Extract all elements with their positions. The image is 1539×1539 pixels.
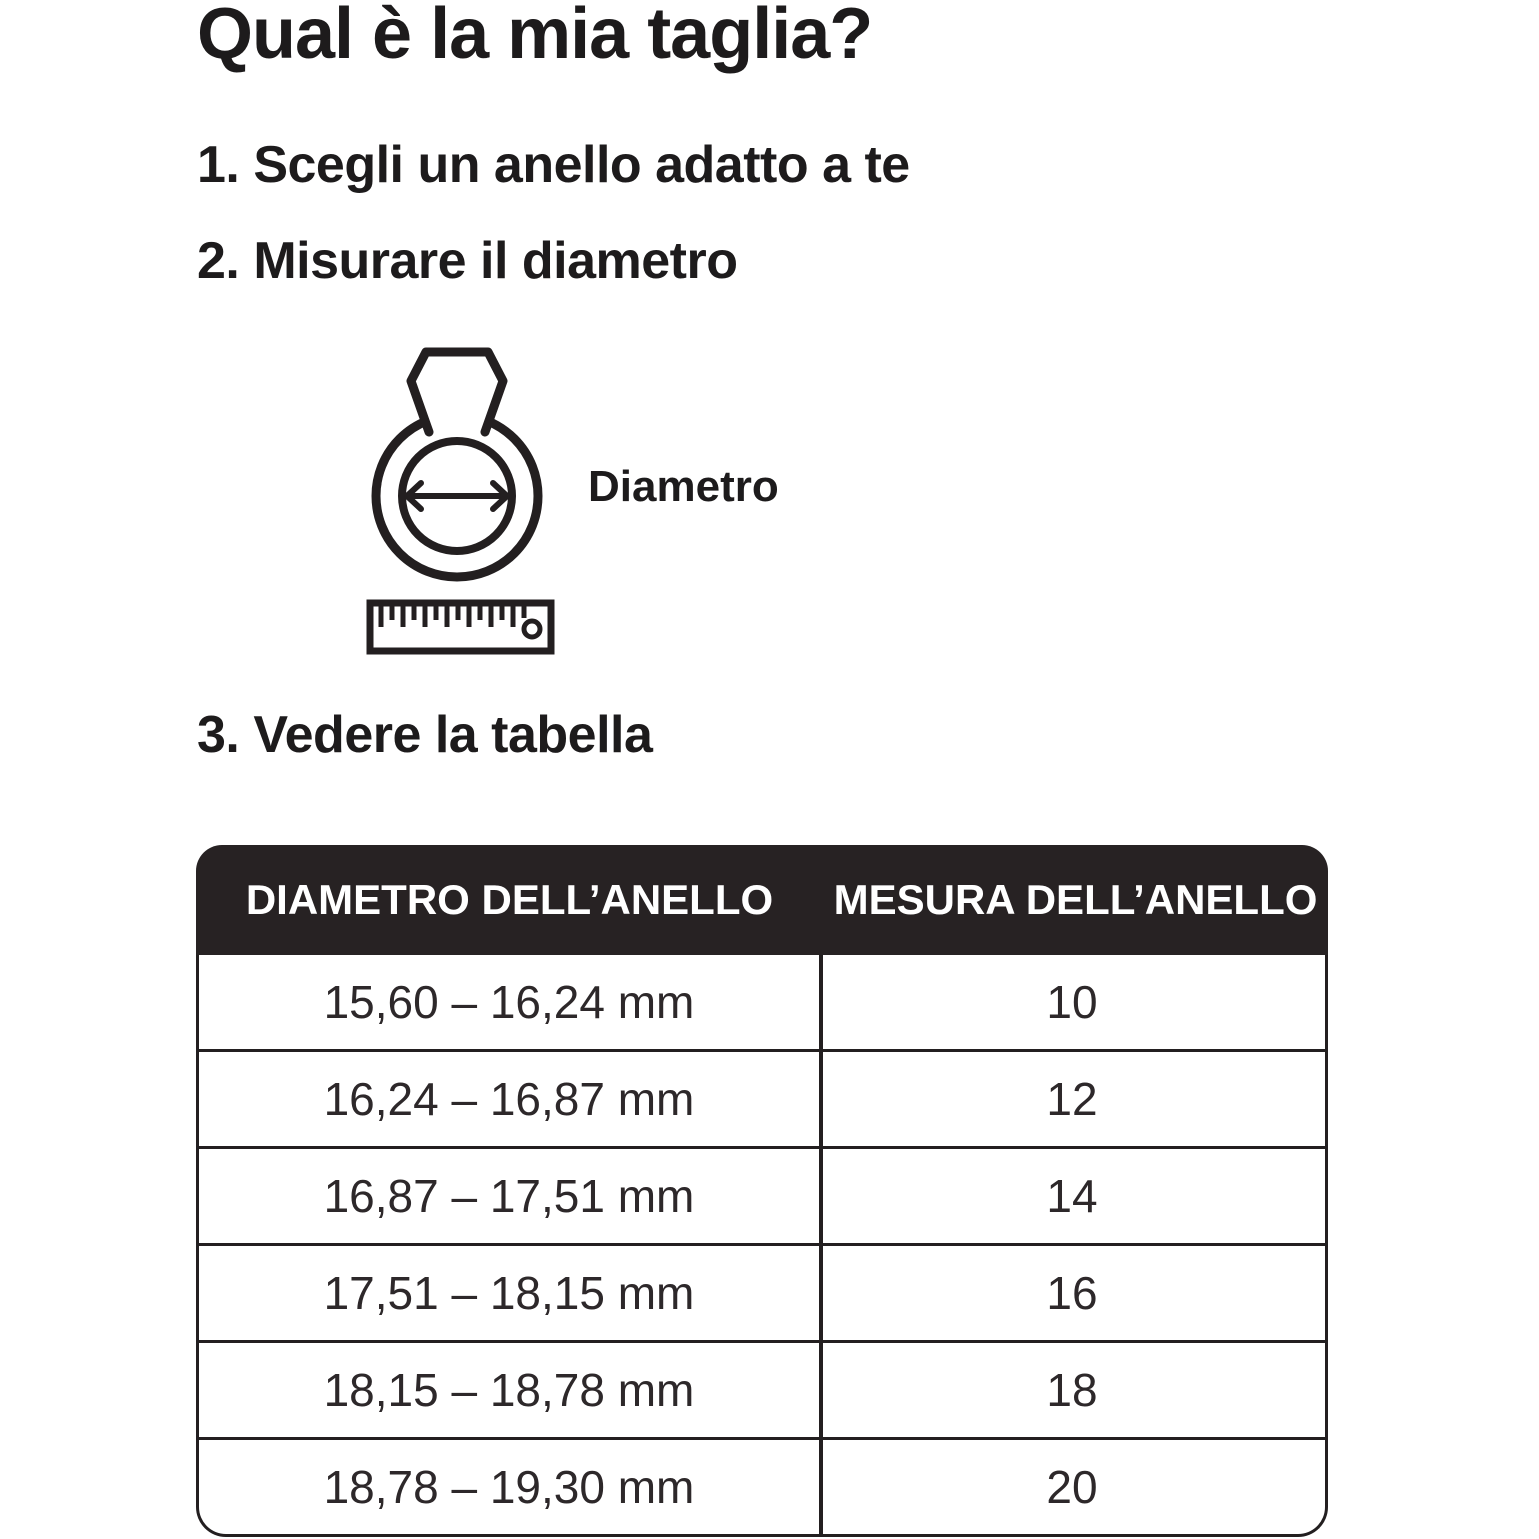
page-title: Qual è la mia taglia? xyxy=(197,0,873,74)
cell-size: 12 xyxy=(1046,1073,1098,1125)
cell-diameter: 18,15 – 18,78 mm xyxy=(199,1343,823,1437)
step-3-heading: 3. Vedere la tabella xyxy=(197,706,653,764)
cell-size: 10 xyxy=(1046,976,1098,1028)
header-cell-size: MESURA DELL’ANELLO xyxy=(833,876,1318,923)
cell-diameter: 17,51 – 18,15 mm xyxy=(199,1246,823,1340)
header-cell-diameter: DIAMETRO DELL’ANELLO xyxy=(245,876,774,923)
cell-diameter: 15,60 – 16,24 mm xyxy=(199,955,823,1049)
ring-icon xyxy=(376,352,538,577)
cell-diameter: 16,24 – 16,87 mm xyxy=(199,1052,823,1146)
cell-diameter: 16,87 – 17,51 mm xyxy=(199,1149,823,1243)
table-row xyxy=(199,955,1325,1052)
cell-size: 14 xyxy=(1046,1170,1098,1222)
cell-size: 16 xyxy=(1046,1267,1098,1319)
diameter-label: Diametro xyxy=(588,462,779,511)
table-row xyxy=(199,1052,1325,1149)
cell-size: 18 xyxy=(1046,1364,1098,1416)
table-body xyxy=(196,955,1328,1537)
table-row xyxy=(199,1343,1325,1440)
step-2-heading: 2. Misurare il diametro xyxy=(197,232,738,290)
step-1-heading: 1. Scegli un anello adatto a te xyxy=(197,136,910,194)
table-header-row xyxy=(196,845,1328,955)
table-row xyxy=(199,1440,1325,1534)
ruler-icon xyxy=(370,603,551,651)
table-row xyxy=(199,1149,1325,1246)
table-row xyxy=(199,1246,1325,1343)
ring-size-table xyxy=(196,845,1328,1537)
ring-measure-diagram xyxy=(366,344,558,658)
cell-diameter: 18,78 – 19,30 mm xyxy=(199,1440,823,1534)
cell-size: 20 xyxy=(1046,1461,1098,1513)
